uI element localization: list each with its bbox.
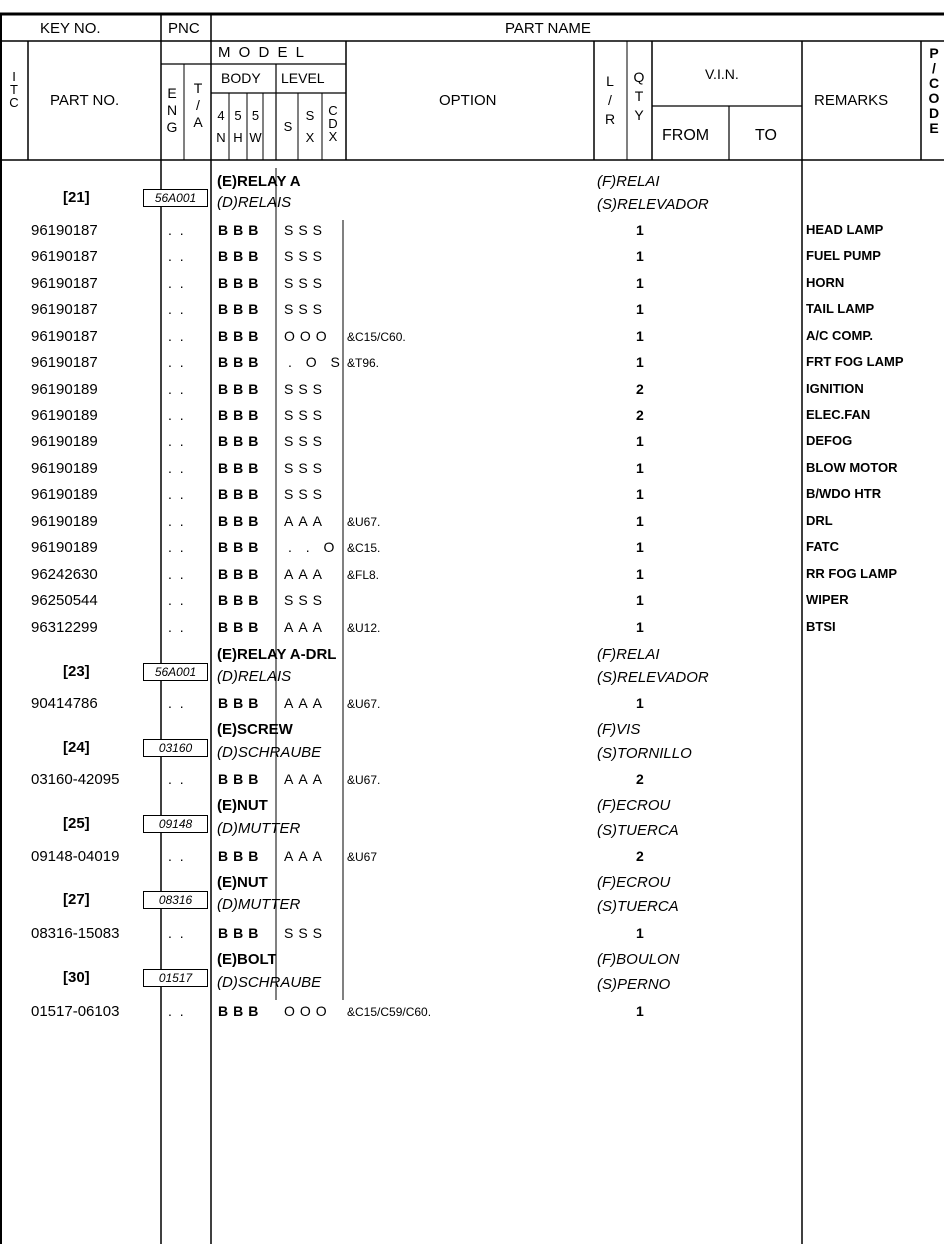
header-key-no: KEY NO. xyxy=(40,20,101,37)
key-number: [30] xyxy=(63,969,90,986)
part-number: 96190189 xyxy=(31,539,98,556)
quantity: 1 xyxy=(636,460,644,476)
eng-ta-marks: . . xyxy=(168,222,186,238)
level-codes: . . O xyxy=(288,539,340,555)
remarks: FUEL PUMP xyxy=(806,248,881,263)
level-codes: AAA xyxy=(284,513,328,529)
body-codes: BBB xyxy=(218,433,264,449)
header-pnc: PNC xyxy=(168,20,200,37)
quantity: 1 xyxy=(636,925,644,941)
quantity: 1 xyxy=(636,222,644,238)
body-codes: BBB xyxy=(218,771,264,787)
key-number: [25] xyxy=(63,815,90,832)
part-name-french: (F)VIS xyxy=(597,721,641,738)
quantity: 1 xyxy=(636,513,644,529)
quantity: 1 xyxy=(636,592,644,608)
quantity: 1 xyxy=(636,566,644,582)
level-codes: SSS xyxy=(284,248,328,264)
part-name-english: (E)BOLT xyxy=(217,951,277,968)
part-name-french: (F)BOULON xyxy=(597,951,680,968)
level-codes: OOO xyxy=(284,328,332,344)
option-code: &T96. xyxy=(347,356,380,370)
body-codes: BBB xyxy=(218,275,264,291)
header-qty: Q T Y xyxy=(633,69,645,123)
option-code: &U67. xyxy=(347,515,381,529)
quantity: 2 xyxy=(636,407,644,423)
body-codes: BBB xyxy=(218,566,264,582)
header-level-s: S xyxy=(283,119,293,134)
part-name-french: (F)RELAI xyxy=(597,173,660,190)
header-part-name: PART NAME xyxy=(505,20,591,37)
remarks: B/WDO HTR xyxy=(806,486,882,501)
eng-ta-marks: . . xyxy=(168,301,186,317)
part-number: 96190189 xyxy=(31,513,98,530)
header-body: BODY xyxy=(221,70,261,86)
option-code: &C15. xyxy=(347,541,381,555)
eng-ta-marks: . . xyxy=(168,381,186,397)
part-number: 01517-06103 xyxy=(31,1003,120,1020)
remarks: FATC xyxy=(806,539,839,554)
remarks: BLOW MOTOR xyxy=(806,460,898,475)
header-lr: L / R xyxy=(604,73,616,127)
level-codes: AAA xyxy=(284,566,328,582)
body-codes: BBB xyxy=(218,328,264,344)
header-eng: E N G xyxy=(166,85,178,135)
eng-ta-marks: . . xyxy=(168,566,186,582)
header-to: TO xyxy=(755,127,777,144)
eng-ta-marks: . . xyxy=(168,275,186,291)
level-codes: SSS xyxy=(284,301,328,317)
eng-ta-marks: . . xyxy=(168,433,186,449)
quantity: 1 xyxy=(636,354,644,370)
body-codes: BBB xyxy=(218,222,264,238)
part-name-spanish: (S)PERNO xyxy=(597,976,671,993)
option-code: &U67 xyxy=(347,850,378,864)
remarks: RR FOG LAMP xyxy=(806,566,897,581)
part-name-german: (D)RELAIS xyxy=(217,668,292,685)
quantity: 1 xyxy=(636,619,644,635)
body-codes: BBB xyxy=(218,354,264,370)
quantity: 1 xyxy=(636,486,644,502)
level-codes: SSS xyxy=(284,433,328,449)
part-number: 96190187 xyxy=(31,354,98,371)
level-codes: SSS xyxy=(284,222,328,238)
part-number: 96190189 xyxy=(31,486,98,503)
header-body-5h: 5 H xyxy=(233,108,243,145)
part-name-spanish: (S)TORNILLO xyxy=(597,745,692,762)
quantity: 1 xyxy=(636,275,644,291)
level-codes: . O S xyxy=(288,354,345,370)
quantity: 1 xyxy=(636,539,644,555)
body-codes: BBB xyxy=(218,513,264,529)
part-name-english: (E)NUT xyxy=(217,797,268,814)
header-model: M O D E L xyxy=(218,44,307,61)
remarks: HEAD LAMP xyxy=(806,222,884,237)
header-body-5w: 5 W xyxy=(249,108,262,145)
part-name-english: (E)SCREW xyxy=(217,721,293,738)
level-codes: SSS xyxy=(284,592,328,608)
part-name-german: (D)SCHRAUBE xyxy=(217,974,322,991)
eng-ta-marks: . . xyxy=(168,1003,186,1019)
pnc-box: 56A001 xyxy=(143,189,208,207)
eng-ta-marks: . . xyxy=(168,513,186,529)
pnc-box: 01517 xyxy=(143,969,208,987)
header-body-4n: 4 N xyxy=(216,108,226,145)
part-number: 09148-04019 xyxy=(31,848,120,865)
option-code: &U67. xyxy=(347,773,381,787)
part-name-spanish: (S)RELEVADOR xyxy=(597,669,709,686)
level-codes: AAA xyxy=(284,771,328,787)
quantity: 1 xyxy=(636,695,644,711)
quantity: 1 xyxy=(636,433,644,449)
remarks: HORN xyxy=(806,275,845,290)
eng-ta-marks: . . xyxy=(168,248,186,264)
part-number: 96190189 xyxy=(31,460,98,477)
part-number: 08316-15083 xyxy=(31,925,120,942)
eng-ta-marks: . . xyxy=(168,486,186,502)
body-codes: BBB xyxy=(218,619,264,635)
body-codes: BBB xyxy=(218,1003,264,1019)
part-number: 96312299 xyxy=(31,619,98,636)
key-number: [21] xyxy=(63,189,90,206)
quantity: 1 xyxy=(636,328,644,344)
remarks: DRL xyxy=(806,513,833,528)
option-code: &U12. xyxy=(347,621,381,635)
part-number: 96190187 xyxy=(31,248,98,265)
header-option: OPTION xyxy=(439,92,497,109)
part-number: 96190189 xyxy=(31,381,98,398)
header-ta: T / A xyxy=(193,80,203,130)
level-codes: AAA xyxy=(284,695,328,711)
quantity: 2 xyxy=(636,771,644,787)
key-number: [27] xyxy=(63,891,90,908)
level-codes: SSS xyxy=(284,275,328,291)
pnc-box: 56A001 xyxy=(143,663,208,681)
quantity: 1 xyxy=(636,248,644,264)
quantity: 1 xyxy=(636,1003,644,1019)
part-number: 96250544 xyxy=(31,592,98,609)
header-part-no: PART NO. xyxy=(50,92,120,109)
body-codes: BBB xyxy=(218,695,264,711)
part-number: 96190187 xyxy=(31,275,98,292)
body-codes: BBB xyxy=(218,539,264,555)
option-code: &U67. xyxy=(347,697,381,711)
part-number: 96190189 xyxy=(31,407,98,424)
body-codes: BBB xyxy=(218,248,264,264)
eng-ta-marks: . . xyxy=(168,328,186,344)
level-codes: OOO xyxy=(284,1003,332,1019)
header-level-cdx: C D X xyxy=(328,103,338,144)
body-codes: BBB xyxy=(218,407,264,423)
part-name-german: (D)SCHRAUBE xyxy=(217,744,322,761)
quantity: 1 xyxy=(636,301,644,317)
eng-ta-marks: . . xyxy=(168,354,186,370)
level-codes: SSS xyxy=(284,460,328,476)
part-name-spanish: (S)RELEVADOR xyxy=(597,196,709,213)
part-number: 96242630 xyxy=(31,566,98,583)
option-code: &C15/C60. xyxy=(347,330,406,344)
quantity: 2 xyxy=(636,848,644,864)
body-codes: BBB xyxy=(218,848,264,864)
part-name-french: (F)ECROU xyxy=(597,874,671,891)
eng-ta-marks: . . xyxy=(168,539,186,555)
part-name-english: (E)NUT xyxy=(217,874,268,891)
eng-ta-marks: . . xyxy=(168,771,186,787)
header-itc: I T C xyxy=(9,69,19,110)
remarks: FRT FOG LAMP xyxy=(806,354,904,369)
level-codes: SSS xyxy=(284,407,328,423)
remarks: IGNITION xyxy=(806,381,864,396)
part-name-german: (D)MUTTER xyxy=(217,820,301,837)
part-name-french: (F)RELAI xyxy=(597,646,660,663)
body-codes: BBB xyxy=(218,460,264,476)
part-number: 03160-42095 xyxy=(31,771,120,788)
remarks: ELEC.FAN xyxy=(806,407,871,422)
part-name-french: (F)ECROU xyxy=(597,797,671,814)
body-codes: BBB xyxy=(218,301,264,317)
level-codes: AAA xyxy=(284,848,328,864)
level-codes: SSS xyxy=(284,486,328,502)
option-code: &FL8. xyxy=(347,568,380,582)
pnc-box: 03160 xyxy=(143,739,208,757)
eng-ta-marks: . . xyxy=(168,460,186,476)
level-codes: SSS xyxy=(284,381,328,397)
header-level-sx: S X xyxy=(305,108,315,145)
header-pcode: P / C O D E xyxy=(928,45,940,136)
quantity: 2 xyxy=(636,381,644,397)
body-codes: BBB xyxy=(218,381,264,397)
level-codes: SSS xyxy=(284,925,328,941)
header-from: FROM xyxy=(662,127,710,144)
key-number: [24] xyxy=(63,739,90,756)
eng-ta-marks: . . xyxy=(168,925,186,941)
part-name-german: (D)RELAIS xyxy=(217,194,292,211)
body-codes: BBB xyxy=(218,592,264,608)
eng-ta-marks: . . xyxy=(168,848,186,864)
part-number: 96190189 xyxy=(31,433,98,450)
header-remarks: REMARKS xyxy=(814,92,889,109)
eng-ta-marks: . . xyxy=(168,407,186,423)
key-number: [23] xyxy=(63,663,90,680)
pnc-box: 09148 xyxy=(143,815,208,833)
eng-ta-marks: . . xyxy=(168,695,186,711)
level-codes: AAA xyxy=(284,619,328,635)
remarks: WIPER xyxy=(806,592,849,607)
body-codes: BBB xyxy=(218,925,264,941)
remarks: BTSI xyxy=(806,619,836,634)
header-vin: V.I.N. xyxy=(705,66,739,82)
body-codes: BBB xyxy=(218,486,264,502)
part-number: 96190187 xyxy=(31,301,98,318)
part-number: 96190187 xyxy=(31,222,98,239)
part-name-spanish: (S)TUERCA xyxy=(597,822,679,839)
option-code: &C15/C59/C60. xyxy=(347,1005,432,1019)
eng-ta-marks: . . xyxy=(168,592,186,608)
part-number: 90414786 xyxy=(31,695,98,712)
remarks: TAIL LAMP xyxy=(806,301,875,316)
part-name-german: (D)MUTTER xyxy=(217,896,301,913)
eng-ta-marks: . . xyxy=(168,619,186,635)
part-name-spanish: (S)TUERCA xyxy=(597,898,679,915)
part-name-english: (E)RELAY A xyxy=(217,173,301,190)
part-name-english: (E)RELAY A-DRL xyxy=(217,646,337,663)
pnc-box: 08316 xyxy=(143,891,208,909)
remarks: DEFOG xyxy=(806,433,853,448)
remarks: A/C COMP. xyxy=(806,328,873,343)
part-number: 96190187 xyxy=(31,328,98,345)
header-level: LEVEL xyxy=(281,70,325,86)
